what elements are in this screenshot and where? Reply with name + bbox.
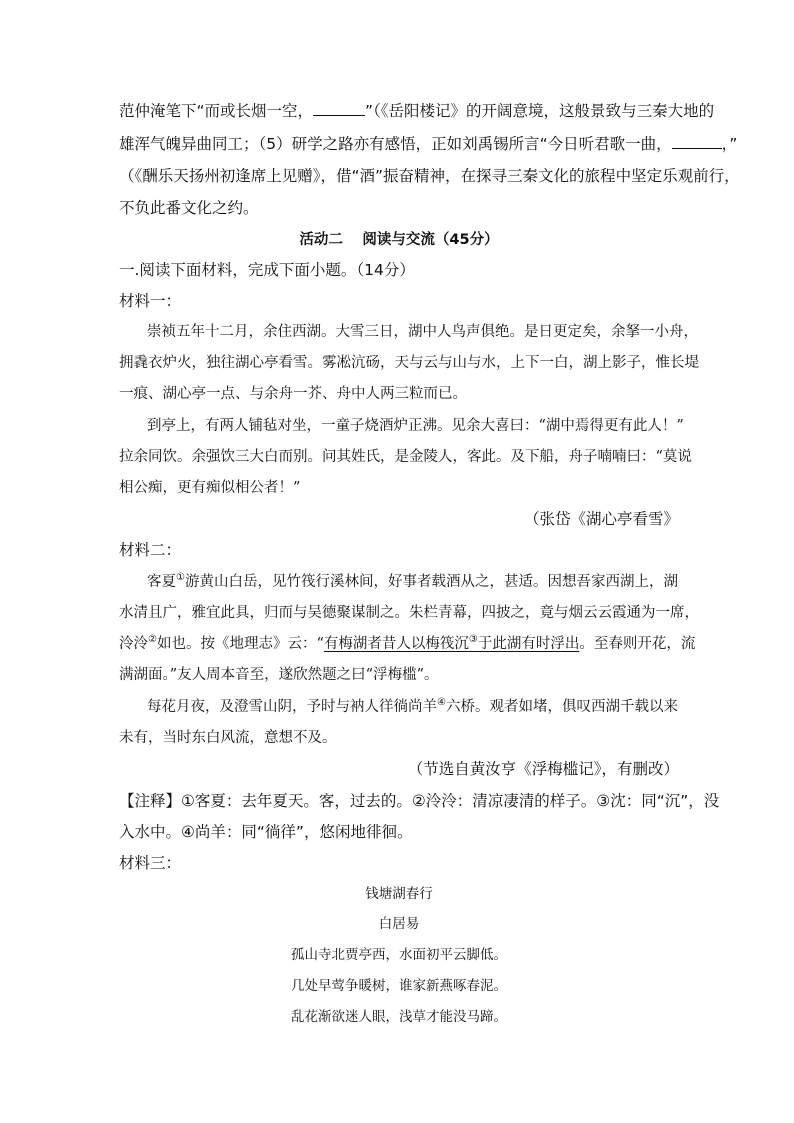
intro-line-2 xyxy=(119,134,738,154)
material-2-text: 泠泠 xyxy=(119,636,148,652)
material-2-source: （节选自黄汝亨《浮梅槛记》，有删改） xyxy=(407,760,679,778)
material-2-text: 每花月夜，及澄雪山阴，予时与衲人徉徜尚羊 xyxy=(147,699,437,715)
footnote-marker: ② xyxy=(148,634,157,646)
intro-line-1 xyxy=(119,101,715,121)
fill-in-blank xyxy=(313,101,365,116)
material-1-line: 相公痴，更有痴似相公者！” xyxy=(119,480,301,496)
footnote-marker: ③ xyxy=(468,634,478,646)
intro-text: ，” xyxy=(721,135,738,153)
poem-line: 孤山寺北贾亭西，水面初平云脚低。 xyxy=(291,947,507,963)
question-text: 一.阅读下面材料，完成下面小题。（14分） xyxy=(119,261,415,279)
material-2-line xyxy=(119,634,696,654)
material-2-line xyxy=(147,697,679,717)
underlined-sentence xyxy=(324,636,579,652)
material-1-line: 一痕、湖心亭一点、与余舟一芥、舟中人两三粒而已。 xyxy=(119,386,467,402)
intro-line-3: （《酬乐天扬州初逢席上见赠》，借“酒”振奋精神，在探寻三秦文化的旅程中坚定乐观前行， xyxy=(119,167,740,185)
material-2-line: 未有，当时东白风流，意想不及。 xyxy=(119,730,337,746)
poem-title: 钱塘湖春行 xyxy=(365,886,433,902)
material-3-label: 材料三： xyxy=(119,854,182,872)
intro-text: 范仲淹笔下“而或长烟一空， xyxy=(119,102,314,120)
material-2-line: 满湖面。”友人周本音至，遂欣然题之曰“浮梅槛”。 xyxy=(119,667,439,683)
material-1-source: （张岱《湖心亭看雪》 xyxy=(523,510,679,528)
material-1-line: 到亭上，有两人铺毡对坐，一童子烧酒炉正沸。见余大喜曰：“湖中焉得更有此人！” xyxy=(147,418,684,434)
material-2-text: 游黄山白岳，见竹筏行溪林间，好事者载酒从之，甚适。因想吾家西湖上，湖 xyxy=(184,574,678,590)
poem-author: 白居易 xyxy=(378,916,420,932)
material-2-line: 水清且广，雅宜此具，归而与吴德聚谋制之。朱栏青幕，四披之，竟与烟云云霞通为一席， xyxy=(119,605,699,621)
footnote-marker: ④ xyxy=(437,697,446,709)
footnote-marker: ① xyxy=(176,572,185,584)
intro-text: ”（《岳阳楼记》的开阔意境，这般景致与三秦大地的 xyxy=(365,102,715,120)
material-2-line xyxy=(147,572,679,592)
material-2-label: 材料二： xyxy=(119,541,182,559)
underlined-text: 于此湖有时浮出 xyxy=(477,636,580,652)
material-1-label: 材料一： xyxy=(119,292,182,310)
material-1-line: 拥毳衣炉火，独往湖心亭看雪。雾凇沆砀，天与云与山与水，上下一白，湖上影子，惟长堤 xyxy=(119,355,699,371)
poem-line: 几处早莺争暖树，谁家新燕啄春泥。 xyxy=(291,978,507,994)
material-2-text: 六桥。观者如堵，俱叹西湖千载以来 xyxy=(445,699,678,715)
activity-heading: 活动二 阅读与交流（45分） xyxy=(299,232,499,248)
poem-line: 乱花渐欲迷人眼，浅草才能没马蹄。 xyxy=(291,1009,507,1025)
notes-line: 入水中。④尚羊：同“徜徉”，悠闲地徘徊。 xyxy=(119,823,413,841)
material-1-line: 崇祯五年十二月，余住西湖。大雪三日，湖中人鸟声俱绝。是日更定矣，余拏一小舟， xyxy=(147,324,698,340)
intro-line-4: 不负此番文化之约。 xyxy=(119,199,259,217)
notes-line: 【注释】①客夏：去年夏天。客，过去的。②泠泠：清凉凄清的样子。③沈：同“沉”，没 xyxy=(119,792,720,810)
material-2-text: 。至春则开花，流 xyxy=(579,636,696,652)
fill-in-blank xyxy=(672,134,722,149)
underlined-text: 有梅湖者昔人以梅筏沉 xyxy=(323,636,469,652)
material-2-text: 客夏 xyxy=(147,574,176,590)
material-1-line: 拉余同饮。余强饮三大白而别。问其姓氏，是金陵人，客此。及下船，舟子喃喃曰：“莫说 xyxy=(119,449,692,465)
material-2-text: 如也。按《地理志》云：“ xyxy=(156,636,324,652)
intro-text: 雄浑气魄异曲同工；（5）研学之路亦有感悟，正如刘禹锡所言“今日听君歌一曲， xyxy=(119,135,672,153)
